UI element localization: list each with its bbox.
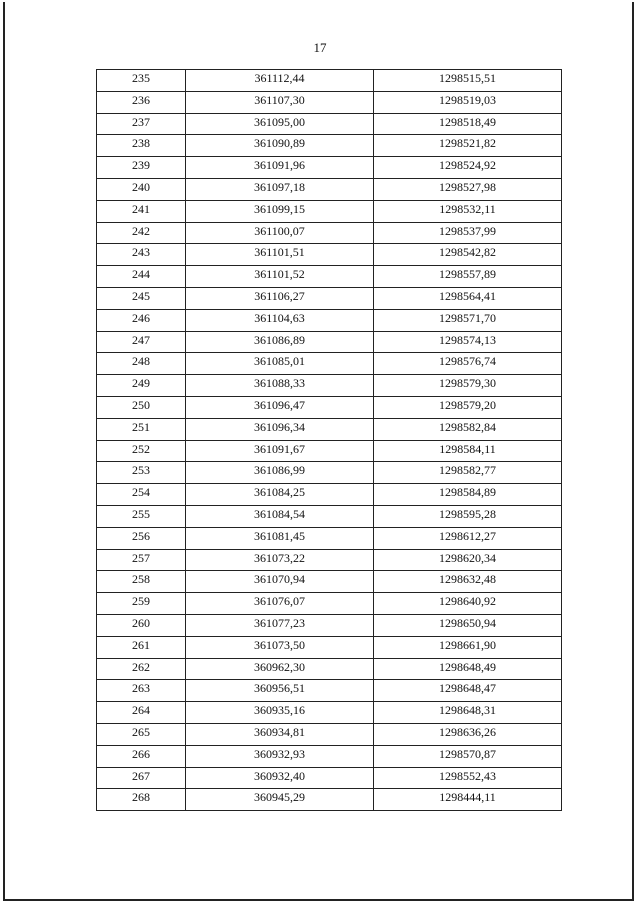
x-coordinate-cell: 360932,93 [186,745,374,767]
table-row [97,462,562,484]
y-coordinate-cell: 1298564,41 [374,287,562,309]
point-number-cell: 247 [97,331,186,353]
point-number-cell: 261 [97,636,186,658]
x-coordinate-cell: 361101,51 [186,244,374,266]
y-coordinate-cell: 1298570,87 [374,745,562,767]
x-coordinate-cell: 360934,81 [186,723,374,745]
y-coordinate-cell: 1298574,13 [374,331,562,353]
table-row [97,396,562,418]
y-coordinate-cell: 1298648,31 [374,702,562,724]
y-coordinate-cell: 1298648,49 [374,658,562,680]
point-number-cell: 235 [97,70,186,92]
x-coordinate-cell: 360945,29 [186,789,374,811]
y-coordinate-cell: 1298640,92 [374,593,562,615]
table-row [97,636,562,658]
point-number-cell: 257 [97,549,186,571]
y-coordinate-cell: 1298584,11 [374,440,562,462]
x-coordinate-cell: 361096,34 [186,418,374,440]
point-number-cell: 267 [97,767,186,789]
point-number-cell: 255 [97,505,186,527]
x-coordinate-cell: 361095,00 [186,113,374,135]
point-number-cell: 250 [97,396,186,418]
y-coordinate-cell: 1298521,82 [374,135,562,157]
y-coordinate-cell: 1298579,30 [374,375,562,397]
table-row [97,440,562,462]
coordinates-table-body [97,70,562,811]
x-coordinate-cell: 361101,52 [186,266,374,288]
point-number-cell: 252 [97,440,186,462]
x-coordinate-cell: 361100,07 [186,222,374,244]
y-coordinate-cell: 1298557,89 [374,266,562,288]
y-coordinate-cell: 1298527,98 [374,178,562,200]
point-number-cell: 238 [97,135,186,157]
table-row [97,91,562,113]
x-coordinate-cell: 361086,89 [186,331,374,353]
x-coordinate-cell: 361091,67 [186,440,374,462]
y-coordinate-cell: 1298582,84 [374,418,562,440]
table-row [97,287,562,309]
point-number-cell: 266 [97,745,186,767]
y-coordinate-cell: 1298571,70 [374,309,562,331]
table-row [97,157,562,179]
x-coordinate-cell: 361088,33 [186,375,374,397]
point-number-cell: 239 [97,157,186,179]
table-row [97,745,562,767]
x-coordinate-cell: 361099,15 [186,200,374,222]
point-number-cell: 240 [97,178,186,200]
table-row [97,418,562,440]
x-coordinate-cell: 361073,22 [186,549,374,571]
table-row [97,331,562,353]
table-row [97,244,562,266]
x-coordinate-cell: 361086,99 [186,462,374,484]
x-coordinate-cell: 361091,96 [186,157,374,179]
point-number-cell: 258 [97,571,186,593]
x-coordinate-cell: 361084,25 [186,484,374,506]
point-number-cell: 256 [97,527,186,549]
table-row [97,571,562,593]
x-coordinate-cell: 361070,94 [186,571,374,593]
x-coordinate-cell: 361077,23 [186,614,374,636]
point-number-cell: 259 [97,593,186,615]
point-number-cell: 236 [97,91,186,113]
y-coordinate-cell: 1298515,51 [374,70,562,92]
y-coordinate-cell: 1298661,90 [374,636,562,658]
point-number-cell: 242 [97,222,186,244]
x-coordinate-cell: 360962,30 [186,658,374,680]
x-coordinate-cell: 361076,07 [186,593,374,615]
y-coordinate-cell: 1298552,43 [374,767,562,789]
point-number-cell: 262 [97,658,186,680]
x-coordinate-cell: 360935,16 [186,702,374,724]
y-coordinate-cell: 1298537,99 [374,222,562,244]
point-number-cell: 264 [97,702,186,724]
y-coordinate-cell: 1298576,74 [374,353,562,375]
y-coordinate-cell: 1298532,11 [374,200,562,222]
x-coordinate-cell: 361096,47 [186,396,374,418]
table-row [97,484,562,506]
x-coordinate-cell: 360956,51 [186,680,374,702]
y-coordinate-cell: 1298518,49 [374,113,562,135]
y-coordinate-cell: 1298650,94 [374,614,562,636]
table-row [97,593,562,615]
point-number-cell: 268 [97,789,186,811]
point-number-cell: 241 [97,200,186,222]
table-row [97,113,562,135]
y-coordinate-cell: 1298612,27 [374,527,562,549]
page-number: 17 [313,40,327,55]
table-row [97,680,562,702]
point-number-cell: 263 [97,680,186,702]
table-row [97,135,562,157]
table-row [97,222,562,244]
point-number-cell: 265 [97,723,186,745]
y-coordinate-cell: 1298584,89 [374,484,562,506]
point-number-cell: 243 [97,244,186,266]
x-coordinate-cell: 361085,01 [186,353,374,375]
y-coordinate-cell: 1298636,26 [374,723,562,745]
y-coordinate-cell: 1298648,47 [374,680,562,702]
table-row [97,767,562,789]
table-row [97,505,562,527]
point-number-cell: 248 [97,353,186,375]
x-coordinate-cell: 361097,18 [186,178,374,200]
table-row [97,266,562,288]
y-coordinate-cell: 1298542,82 [374,244,562,266]
table-row [97,723,562,745]
point-number-cell: 244 [97,266,186,288]
point-number-cell: 246 [97,309,186,331]
y-coordinate-cell: 1298620,34 [374,549,562,571]
x-coordinate-cell: 361084,54 [186,505,374,527]
table-row [97,789,562,811]
table-row [97,658,562,680]
table-row [97,375,562,397]
x-coordinate-cell: 361112,44 [186,70,374,92]
table-row [97,549,562,571]
table-row [97,702,562,724]
y-coordinate-cell: 1298519,03 [374,91,562,113]
x-coordinate-cell: 361073,50 [186,636,374,658]
point-number-cell: 249 [97,375,186,397]
x-coordinate-cell: 361081,45 [186,527,374,549]
table-row [97,353,562,375]
x-coordinate-cell: 361106,27 [186,287,374,309]
table-row [97,70,562,92]
point-number-cell: 245 [97,287,186,309]
point-number-cell: 237 [97,113,186,135]
table-row [97,309,562,331]
point-number-cell: 254 [97,484,186,506]
y-coordinate-cell: 1298582,77 [374,462,562,484]
point-number-cell: 253 [97,462,186,484]
y-coordinate-cell: 1298444,11 [374,789,562,811]
y-coordinate-cell: 1298524,92 [374,157,562,179]
point-number-cell: 251 [97,418,186,440]
point-number-cell: 260 [97,614,186,636]
x-coordinate-cell: 361104,63 [186,309,374,331]
table-row [97,614,562,636]
table-row [97,200,562,222]
table-row [97,178,562,200]
x-coordinate-cell: 360932,40 [186,767,374,789]
y-coordinate-cell: 1298632,48 [374,571,562,593]
x-coordinate-cell: 361107,30 [186,91,374,113]
x-coordinate-cell: 361090,89 [186,135,374,157]
y-coordinate-cell: 1298595,28 [374,505,562,527]
coordinates-table [96,69,562,811]
y-coordinate-cell: 1298579,20 [374,396,562,418]
table-row [97,527,562,549]
